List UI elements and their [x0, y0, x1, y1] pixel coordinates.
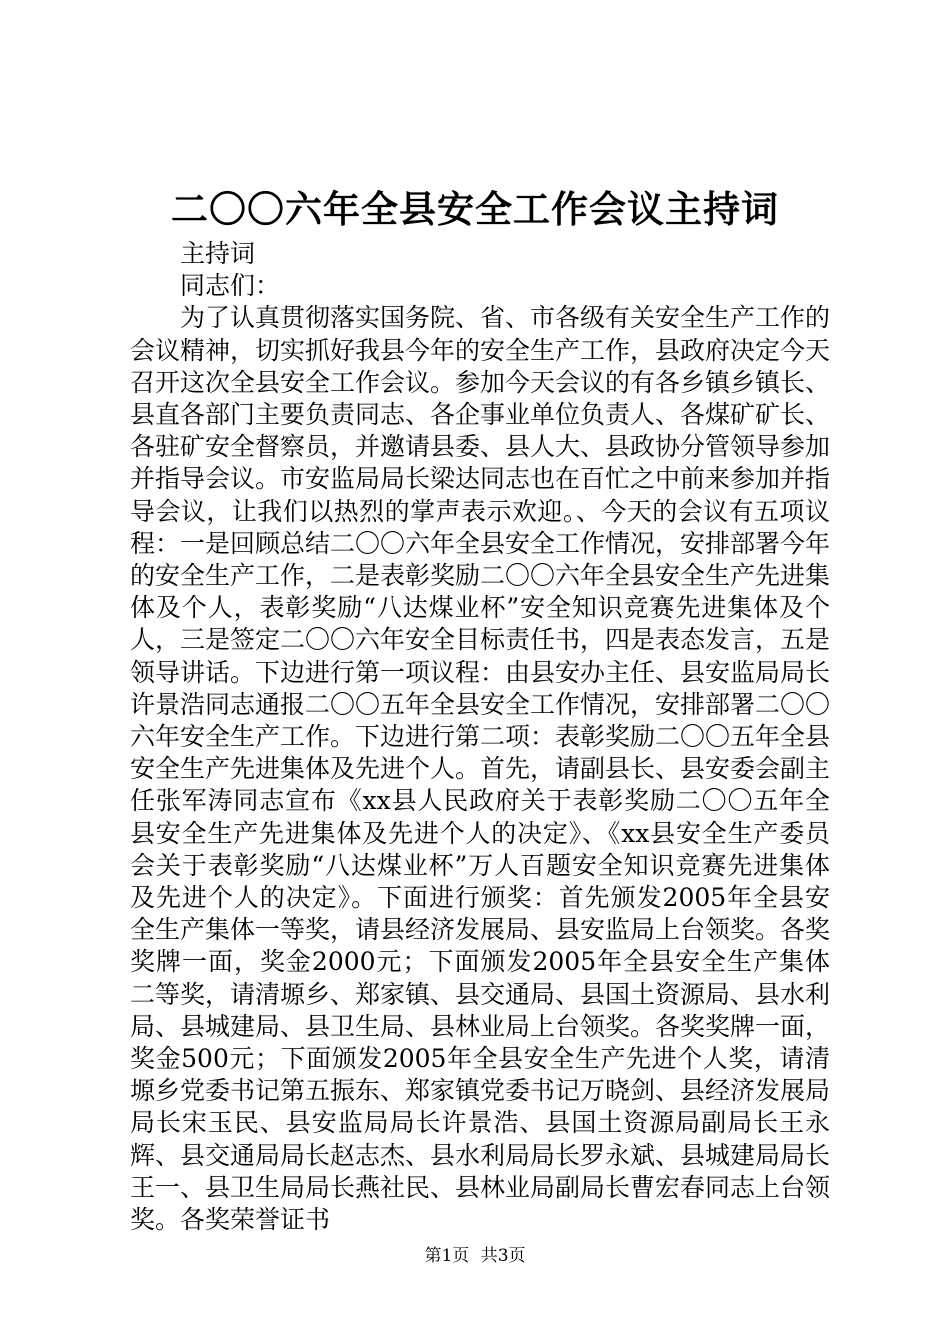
page-footer [0, 1245, 950, 1267]
salutation: 同志们： [180, 271, 281, 301]
page-total: 共3页 [480, 1246, 526, 1266]
document-title: 二〇〇六年全县安全工作会议主持词 [171, 187, 779, 231]
page-number: 第1页 [424, 1246, 470, 1266]
body-paragraph: 为了认真贯彻落实国务院、省、市各级有关安全生产工作的会议精神，切实抓好我县今年的安全生产工作，县政府决定今天召开这次全县安全工作会议。参加今天会议的有各乡镇乡镇长、县直各部门主要负责同志、各企事业单位负责人、各煤矿矿长、各驻矿安全督察员，并邀请县委、县人大、县政协分管领导参加并指导会议。市安监局局长梁达同志也在百忙之中前来参加并指导会议，让我们以热烈的掌声表示欢迎。、今天的会议有五项议程：一是回顾总结二〇〇六年全县安全工作情况，安排部署今年的安全生产工作，二是表彰奖励二〇〇六年全县安全生产先进集体及个人，表彰奖励“八达煤业杯”安全知识竞赛先进集体及个人，三是签定二〇〇六年安全目标责任书，四是表态发言，五是领导讲话。下边进行第一项议程：由县安办主任、县安监局局长许景浩同志通报二〇〇五年全县安全工作情况，安排部署二〇〇六年安全生产工作。下边进行第二项：表彰奖励二〇〇五年全县安全生产先进集体及先进个人。首先，请副县长、县安委会副主任张军涛同志宣布《xx县人民政府关于表彰奖励二〇〇五年全县安全生产先进集体及先进个人的决定》、《xx县安全生产委员会关于表彰奖励“八达煤业杯”万人百题安全知识竞赛先进集体及先进个人的决定》。下面进行颁奖：首先颁发2005年全县安全生产集体一等奖，请县经济发展局、县安监局上台领奖。各奖奖牌一面，奖金2000元；下面颁发2005年全县安全生产集体二等奖，请清塬乡、郑家镇、县交通局、县国土资源局、县水利局、县城建局、县卫生局、县林业局上台领奖。各奖奖牌一面，奖金500元；下面颁发2005年全县安全生产先进个人奖，请清塬乡党委书记第五振东、郑家镇党委书记万晓剑、县经济发展局局长宋玉民、县安监局局长许景浩、县国土资源局副局长王永辉、县交通局局长赵志杰、县水利局局长罗永斌、县城建局局长王一、县卫生局局长燕社民、县林业局副局长曹宏春同志上台领奖。各奖荣誉证书 [130, 303, 831, 1235]
heading-line: 主持词 [180, 239, 256, 268]
document-body [130, 238, 830, 1236]
